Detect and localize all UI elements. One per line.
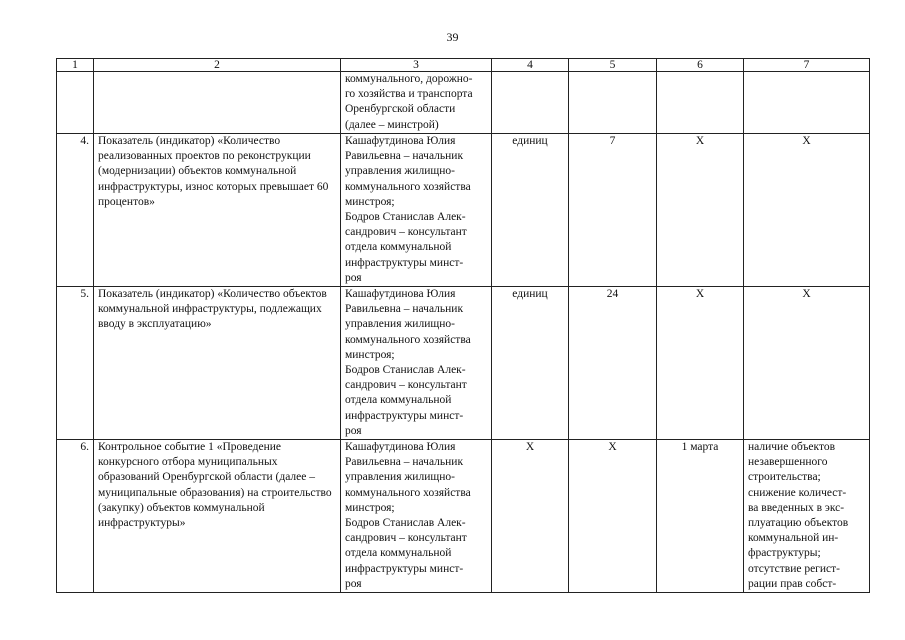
- column-header-2: 2: [94, 59, 341, 72]
- row-unit: Х: [492, 440, 569, 593]
- header-row: [57, 59, 870, 72]
- row-value: Х: [569, 440, 657, 593]
- cell-empty: [569, 72, 657, 134]
- row-responsible: Кашафутдинова Юлия Равильевна – начальник управления жилищно- коммунального хозяйства минстроя; Бодров Станислав Алек- сандрович – консультант отдела коммунальной инфраструктуры минст- роя: [341, 287, 492, 440]
- page-number: 39: [446, 30, 459, 44]
- row-unit: единиц: [492, 287, 569, 440]
- row-responsible: Кашафутдинова Юлия Равильевна – начальник управления жилищно- коммунального хозяйства минстроя; Бодров Станислав Алек- сандрович – консультант отдела коммунальной инфраструктуры минст- роя: [341, 440, 492, 593]
- column-header-4: 4: [492, 59, 569, 72]
- row-value: 24: [569, 287, 657, 440]
- indicators-table: [56, 58, 870, 593]
- column-header-5: 5: [569, 59, 657, 72]
- cell-empty: [657, 72, 744, 134]
- row-value: 7: [569, 134, 657, 287]
- row-description: Контрольное событие 1 «Проведение конкурсного отбора муниципальных образований Оренбургской области (далее – муниципальные образования) на строительство (закупку) объектов коммунальной инфраструктуры»: [94, 440, 341, 593]
- cell-empty: [744, 72, 870, 134]
- responsible-continuation: коммунального, дорожно- го хозяйства и транспорта Оренбургской области (далее – минстрой): [341, 72, 492, 134]
- table-row: [57, 287, 870, 440]
- table-row: [57, 134, 870, 287]
- row-date: Х: [657, 287, 744, 440]
- row-date: 1 марта: [657, 440, 744, 593]
- row-date: Х: [657, 134, 744, 287]
- cell-empty: [94, 72, 341, 134]
- row-responsible: Кашафутдинова Юлия Равильевна – начальник управления жилищно- коммунального хозяйства минстроя; Бодров Станислав Алек- сандрович – консультант отдела коммунальной инфраструктуры минст- роя: [341, 134, 492, 287]
- row-description: Показатель (индикатор) «Количество объектов коммунальной инфраструктуры, подлежащих вводу в эксплуатацию»: [94, 287, 341, 440]
- row-number: 4.: [57, 134, 94, 287]
- row-risks: наличие объектов незавершенного строительства; снижение количест- ва введенных в экс- плуатацию объектов коммунальной ин- фраструктуры; отсутствие регист- рации прав собст-: [744, 440, 870, 593]
- cell-empty: [57, 72, 94, 134]
- table-row: [57, 440, 870, 593]
- column-header-7: 7: [744, 59, 870, 72]
- row-number: 5.: [57, 287, 94, 440]
- column-header-6: 6: [657, 59, 744, 72]
- row-description: Показатель (индикатор) «Количество реализованных проектов по реконструкции (модернизации) объектов коммунальной инфраструктуры, износ которых превышает 60 процентов»: [94, 134, 341, 287]
- column-header-1: 1: [57, 59, 94, 72]
- column-header-3: 3: [341, 59, 492, 72]
- row-number: 6.: [57, 440, 94, 593]
- row-unit: единиц: [492, 134, 569, 287]
- row-risks: Х: [744, 134, 870, 287]
- row-risks: Х: [744, 287, 870, 440]
- cell-empty: [492, 72, 569, 134]
- table-row-continuation: [57, 72, 870, 134]
